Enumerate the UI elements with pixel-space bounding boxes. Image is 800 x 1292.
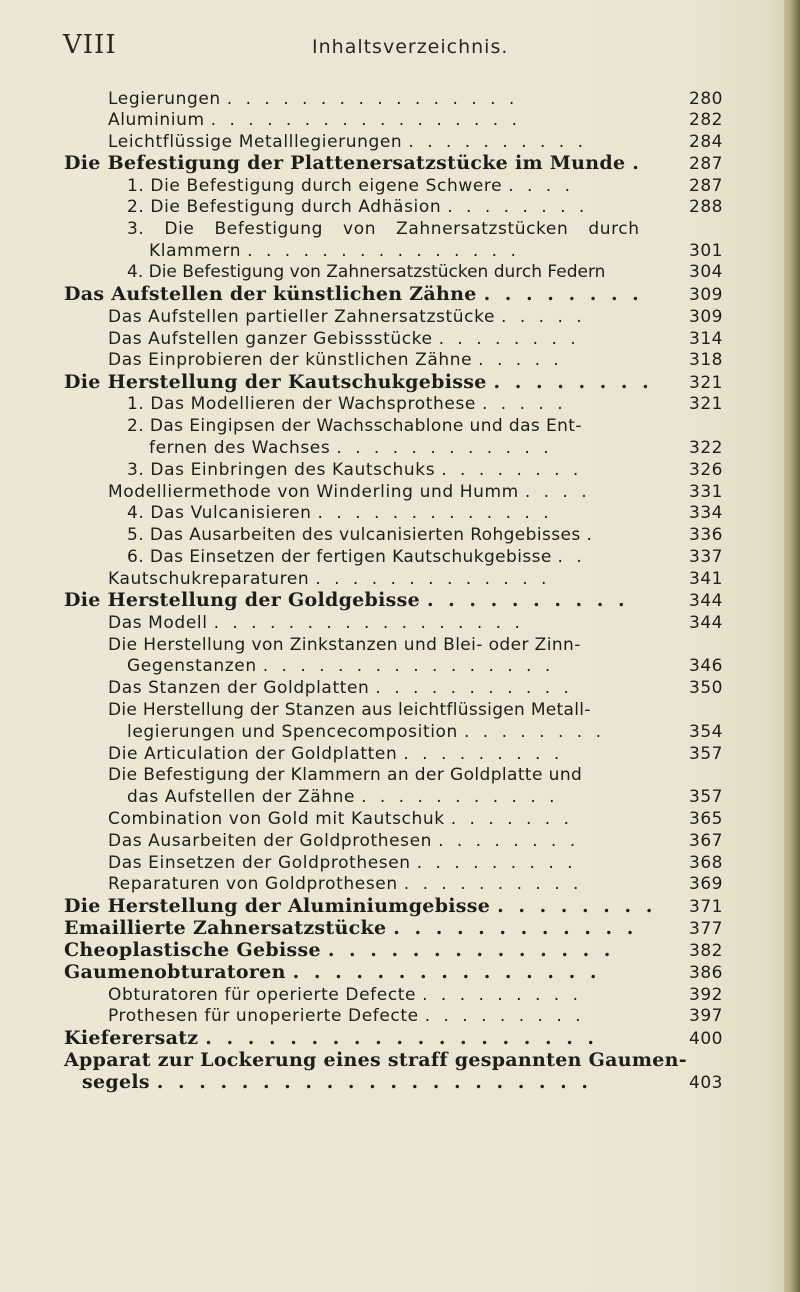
toc-entry-text: fernen des Wachses <box>149 438 331 458</box>
toc-entry <box>108 328 580 350</box>
toc-entry-text: 4. Das Vulcanisieren <box>127 503 312 523</box>
toc-chapter-entry <box>82 1071 592 1093</box>
toc-entry <box>127 218 640 240</box>
toc-page-number: 336 <box>689 525 723 545</box>
toc-page-number: 309 <box>689 307 723 327</box>
toc-entry-text: Das Einsetzen der Goldprothesen <box>108 853 411 873</box>
toc-page-number: 403 <box>689 1073 723 1093</box>
toc-entry <box>108 88 518 110</box>
toc-entry <box>108 764 582 786</box>
leader-dots: . . . . . . . . . . . . . . . . . <box>213 613 524 633</box>
toc-page-number: 318 <box>689 350 723 370</box>
toc-entry <box>127 393 567 415</box>
toc-chapter-entry <box>64 371 653 393</box>
toc-page-number: 287 <box>689 154 723 174</box>
toc-page-number: 386 <box>689 963 723 983</box>
leader-dots: . <box>586 525 596 545</box>
toc-entry-text: Leichtflüssige Metalllegierungen <box>108 132 403 152</box>
toc-chapter-entry <box>64 1027 598 1049</box>
toc-page-number: 377 <box>689 919 723 939</box>
toc-entry-text: Prothesen für unoperierte Defecte <box>108 1006 419 1026</box>
toc-entry <box>108 699 591 721</box>
leader-dots: . . . . <box>508 176 575 196</box>
toc-page-number: 282 <box>689 110 723 130</box>
toc-page-number: 365 <box>689 809 723 829</box>
leader-dots: . . . . . . . . . <box>403 744 564 764</box>
toc-entry-text: 4. Die Befestigung von Zahnersatzstücken durch Federn <box>127 262 606 282</box>
toc-entry-text: Aluminium <box>108 110 205 130</box>
toc-entry <box>108 109 521 131</box>
leader-dots: . . . . . . . . . . . . <box>336 438 553 458</box>
toc-entry-text: Modelliermethode von Winderling und Humm <box>108 482 519 502</box>
toc-entry <box>108 677 573 699</box>
toc-chapter-entry <box>64 939 614 961</box>
toc-chapter-text: Das Aufstellen der künstlichen Zähne <box>64 283 477 305</box>
leader-dots: . . . . . . . . . . . <box>375 678 573 698</box>
toc-page-number: 397 <box>689 1006 723 1026</box>
toc-chapter-text: Die Herstellung der Aluminiumgebisse <box>64 895 491 917</box>
toc-entry-text: legierungen und Spencecomposition <box>127 722 458 742</box>
toc-entry-text: Reparaturen von Goldprothesen <box>108 874 398 894</box>
toc-page-number: 354 <box>689 722 723 742</box>
toc-entry <box>108 1005 585 1027</box>
toc-entry-text: das Aufstellen der Zähne <box>127 787 356 807</box>
toc-page-number: 346 <box>689 656 723 676</box>
toc-entry-text: Das Modell <box>108 613 208 633</box>
toc-entry-text: Legierungen <box>108 89 221 109</box>
toc-entry-text: Gegenstanzen <box>127 656 257 676</box>
toc-entry <box>108 743 563 765</box>
toc-entry <box>127 459 582 481</box>
toc-page-number: 371 <box>689 897 723 917</box>
toc-page-number: 341 <box>689 569 723 589</box>
toc-entry-text: Das Aufstellen partieller Zahnersatzstücke <box>108 307 496 327</box>
leader-dots: . . . . . . . . <box>438 329 580 349</box>
leader-dots: . . . . . . . . . . . . . <box>317 503 553 523</box>
leader-dots: . . . . . . . . . . . . . <box>315 569 551 589</box>
toc-entry-text: Das Einprobieren der künstlichen Zähne <box>108 350 473 370</box>
toc-entry-text: Das Aufstellen ganzer Gebissstücke <box>108 329 433 349</box>
leader-dots: . . <box>557 547 586 567</box>
toc-page-number: 280 <box>689 89 723 109</box>
page-binding-edge <box>784 0 800 1292</box>
leader-dots: . . . . . . . . . . . . . . . <box>247 241 520 261</box>
toc-entry-text: Kautschukreparaturen <box>108 569 310 589</box>
leader-dots: . . . . <box>524 482 591 502</box>
toc-entry-text: Das Stanzen der Goldplatten <box>108 678 370 698</box>
toc-page-number: 301 <box>689 241 723 261</box>
leader-dots: . . . . . . . . . . . <box>361 787 559 807</box>
leader-dots: . . . . . . . . <box>483 283 643 305</box>
toc-entry-text: Klammern <box>149 241 242 261</box>
leader-dots: . . . . . . . . . . . . . . . . <box>226 89 519 109</box>
toc-chapter-entry <box>64 895 656 917</box>
leader-dots: . . . . . . . . . . <box>403 874 583 894</box>
toc-entry-text: Obturatoren für operierte Defecte <box>108 985 417 1005</box>
toc-entry <box>108 349 563 371</box>
toc-page-number: 400 <box>689 1029 723 1049</box>
toc-page-number: 344 <box>689 591 723 611</box>
toc-page-number: 304 <box>689 262 723 282</box>
toc-entry <box>127 655 554 677</box>
toc-entry-text: 1. Die Befestigung durch eigene Schwere <box>127 176 503 196</box>
toc-entry <box>108 984 582 1006</box>
toc-page-number: 334 <box>689 503 723 523</box>
toc-page-number: 367 <box>689 831 723 851</box>
toc-page-number: 322 <box>689 438 723 458</box>
toc-page-number: 321 <box>689 373 723 393</box>
toc-page-number: 326 <box>689 460 723 480</box>
leader-dots: . . . . . . . . . . . . . . . . <box>262 656 555 676</box>
toc-page-number: 314 <box>689 329 723 349</box>
leader-dots: . . . . . . . . <box>447 197 589 217</box>
toc-entry-text: 2. Das Eingipsen der Wachsschablone und das Ent- <box>127 416 582 436</box>
toc-page-number: 357 <box>689 787 723 807</box>
toc-entry <box>108 830 579 852</box>
toc-entry <box>108 612 524 634</box>
toc-entry <box>108 634 581 656</box>
toc-chapter-entry <box>64 917 637 939</box>
toc-chapter-text: Apparat zur Lockerung eines straff gespannten Gaumen- <box>64 1049 687 1071</box>
toc-page-number: 309 <box>689 285 723 305</box>
toc-entry <box>127 415 582 437</box>
toc-entry <box>149 240 520 262</box>
leader-dots: . . . . . . . . . . . . <box>393 917 638 939</box>
toc-entry-text: Die Herstellung von Zinkstanzen und Blei- oder Zinn- <box>108 635 581 655</box>
toc-entry <box>127 546 586 568</box>
leader-dots: . . . . . <box>501 307 586 327</box>
toc-entry <box>127 524 596 546</box>
leader-dots: . . . . . . . . <box>493 371 653 393</box>
toc-entry <box>127 786 559 808</box>
toc-page-number: 288 <box>689 197 723 217</box>
toc-page-number: 331 <box>689 482 723 502</box>
toc-page-number: 344 <box>689 613 723 633</box>
toc-entry <box>127 721 605 743</box>
toc-entry <box>108 131 587 153</box>
toc-entry <box>127 502 553 524</box>
toc-entry <box>127 175 574 197</box>
toc-entry <box>127 261 605 283</box>
leader-dots: . . . . . . . . . . . . . . . <box>292 961 601 983</box>
toc-chapter-text: Cheoplastische Gebisse <box>64 939 321 961</box>
toc-entry <box>127 196 588 218</box>
leader-dots: . . . . . . . . <box>497 895 657 917</box>
toc-page-number: 337 <box>689 547 723 567</box>
leader-dots: . . . . . . . . . . <box>426 589 629 611</box>
leader-dots: . <box>632 152 643 174</box>
toc-chapter-text: Emaillierte Zahnersatzstücke <box>64 917 387 939</box>
toc-chapter-text: segels <box>82 1071 150 1093</box>
toc-chapter-entry <box>64 961 600 983</box>
toc-entry-text: 3. Die Befestigung von Zahnersatzstücken durch <box>127 219 640 239</box>
toc-page-number: 321 <box>689 394 723 414</box>
toc-chapter-text: Gaumenobturatoren <box>64 961 286 983</box>
page-folio: VIII <box>63 30 117 60</box>
toc-chapter-text: Kieferersatz <box>64 1027 199 1049</box>
toc-chapter-text: Die Befestigung der Plattenersatzstücke im Munde <box>64 152 626 174</box>
toc-entry-text: 2. Die Befestigung durch Adhäsion <box>127 197 442 217</box>
toc-page-number: 350 <box>689 678 723 698</box>
toc-entry-text: 5. Das Ausarbeiten des vulcanisierten Rohgebisses <box>127 525 581 545</box>
leader-dots: . . . . . . . . . <box>422 985 582 1005</box>
leader-dots: . . . . . . . . . . . . . . <box>327 939 615 961</box>
leader-dots: . . . . . <box>482 394 567 414</box>
toc-page-number: 368 <box>689 853 723 873</box>
toc-chapter-entry <box>64 589 629 611</box>
leader-dots: . . . . . <box>478 350 563 370</box>
toc-entry-text: Das Ausarbeiten der Goldprothesen <box>108 831 433 851</box>
toc-entry-text: Die Articulation der Goldplatten <box>108 744 398 764</box>
toc-chapter-text: Die Herstellung der Goldgebisse <box>64 589 421 611</box>
toc-entry-text: 6. Das Einsetzen der fertigen Kautschukgebisse <box>127 547 552 567</box>
toc-entry-text: 3. Das Einbringen des Kautschuks <box>127 460 436 480</box>
leader-dots: . . . . . . . . . . <box>408 132 587 152</box>
toc-entry <box>108 568 550 590</box>
leader-dots: . . . . . . . . <box>463 722 606 742</box>
toc-entry <box>108 852 577 874</box>
toc-page-number: 369 <box>689 874 723 894</box>
toc-entry <box>108 306 586 328</box>
leader-dots: . . . . . . . . <box>441 460 583 480</box>
toc-entry <box>108 873 582 895</box>
leader-dots: . . . . . . . . . <box>416 853 577 873</box>
toc-entry-text: Die Befestigung der Klammern an der Goldplatte und <box>108 765 583 785</box>
running-title: Inhaltsverzeichnis. <box>312 36 509 58</box>
page-header <box>0 30 800 70</box>
toc-page-number: 284 <box>689 132 723 152</box>
toc-page-number: 287 <box>689 176 723 196</box>
toc-entry <box>108 808 573 830</box>
leader-dots: . . . . . . . . . . . . . . . . . . . <box>205 1027 599 1049</box>
leader-dots: . . . . . . . . <box>438 831 580 851</box>
toc-chapter-entry <box>64 1049 687 1071</box>
toc-page-number: 392 <box>689 985 723 1005</box>
leader-dots: . . . . . . . . . . . . . . . . . . . . . <box>156 1071 593 1093</box>
toc-entry-text: Combination von Gold mit Kautschuk <box>108 809 445 829</box>
toc-chapter-entry <box>64 152 643 174</box>
leader-dots: . . . . . . . . . <box>424 1006 585 1026</box>
toc-entry <box>149 437 553 459</box>
toc-page-number: 382 <box>689 941 723 961</box>
toc-page-number: 357 <box>689 744 723 764</box>
toc-entry-text: 1. Das Modellieren der Wachsprothese <box>127 394 476 414</box>
leader-dots: . . . . . . . . . . . . . . . . . <box>210 110 521 130</box>
toc-chapter-entry <box>64 283 643 305</box>
toc-chapter-text: Die Herstellung der Kautschukgebisse <box>64 371 487 393</box>
toc-entry-text: Die Herstellung der Stanzen aus leichtflüssigen Metall- <box>108 700 591 720</box>
toc-entry <box>108 481 591 503</box>
leader-dots: . . . . . . . <box>450 809 573 829</box>
